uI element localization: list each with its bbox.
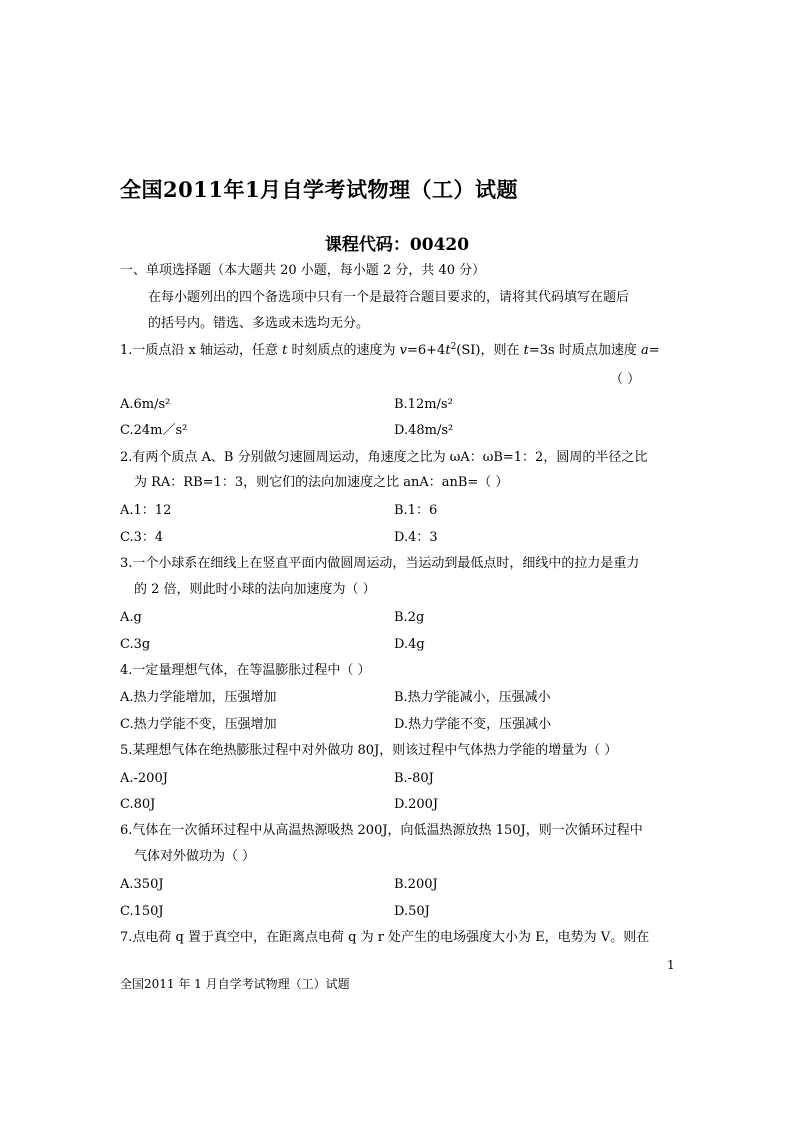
question-3-option-c: C.3g <box>120 637 151 652</box>
section-heading: 一、单项选择题（本大题共 20 小题，每小题 2 分，共 40 分） <box>120 263 486 278</box>
question-3-option-a: A.g <box>120 610 142 625</box>
question-6-option-a: A.350J <box>120 877 164 892</box>
question-1-option-c: C.24m／s² <box>120 423 188 438</box>
question-2-option-a: A.1：12 <box>120 503 172 518</box>
question-7-line-1: 7.点电荷 q 置于真空中，在距离点电荷 q 为 r 处产生的电场强度大小为 E，电势为 V。则在 <box>120 930 650 945</box>
question-4-line-1: 4.一定量理想气体，在等温膨胀过程中（ ） <box>120 663 371 678</box>
question-1-option-b: B.12m/s² <box>394 397 453 412</box>
question-6-line-1: 6.气体在一次循环过程中从高温热源吸热 200J，向低温热源放热 150J，则一次循环过程中 <box>120 823 643 838</box>
question-3-option-b: B.2g <box>394 610 425 625</box>
instruction-line-2: 的括号内。错选、多选或未选均无分。 <box>148 316 370 331</box>
question-1-stem: 1.一质点沿 x 轴运动，任意 t 时刻质点的速度为 $v=6+4t^2(SI)$，则在 t=3s 时质点加速度 a= <box>120 342 660 358</box>
page-title: 全国2011年1月自学考试物理（工）试题 <box>120 177 519 202</box>
question-3-line-1: 3.一个小球系在细线上在竖直平面内做圆周运动，当运动到最低点时，细线中的拉力是重力 <box>120 556 640 571</box>
question-2-option-c: C.3：4 <box>120 530 164 545</box>
question-4-option-c: C.热力学能不变，压强增加 <box>120 717 277 732</box>
question-2-line-1: 2.有两个质点 A、B 分别做匀速圆周运动，角速度之比为 ωA：ωB=1：2，圆周的半径之比 <box>120 450 648 465</box>
question-5-line-1: 5.某理想气体在绝热膨胀过程中对外做功 80J，则该过程中气体热力学能的增量为（ ） <box>120 743 618 758</box>
question-4-option-d: D.热力学能不变，压强减小 <box>394 717 552 732</box>
question-2-option-b: B.1：6 <box>394 503 438 518</box>
question-1-option-d: D.48m/s² <box>394 423 454 438</box>
question-6-option-c: C.150J <box>120 904 164 919</box>
question-1-option-a: A.6m/s² <box>120 397 171 412</box>
page-number: 1 <box>667 958 675 972</box>
question-6-option-b: B.200J <box>394 877 438 892</box>
question-2-line-2: 为 RA：RB=1：3，则它们的法向加速度之比 anA：anB=（ ） <box>134 475 509 490</box>
question-5-option-d: D.200J <box>394 797 439 812</box>
question-5-option-a: A.-200J <box>120 771 168 786</box>
instruction-line-1: 在每小题列出的四个备选项中只有一个是最符合题目要求的，请将其代码填写在题后 <box>148 290 630 305</box>
question-1-answer-paren: （ ） <box>610 372 641 387</box>
question-5-option-c: C.80J <box>120 797 156 812</box>
course-code: 课程代码：00420 <box>324 235 470 255</box>
question-4-option-b: B.热力学能减小，压强减小 <box>394 690 551 705</box>
question-6-option-d: D.50J <box>394 904 430 919</box>
question-3-line-2: 的 2 倍，则此时小球的法向加速度为（ ） <box>134 582 376 597</box>
question-4-option-a: A.热力学能增加，压强增加 <box>120 690 277 705</box>
question-2-option-d: D.4：3 <box>394 530 438 545</box>
question-3-option-d: D.4g <box>394 637 425 652</box>
question-6-line-2: 气体对外做功为（ ） <box>134 849 256 864</box>
page-footer: 全国2011 年 1 月自学考试物理（工）试题 <box>120 977 350 991</box>
question-5-option-b: B.-80J <box>394 771 434 786</box>
